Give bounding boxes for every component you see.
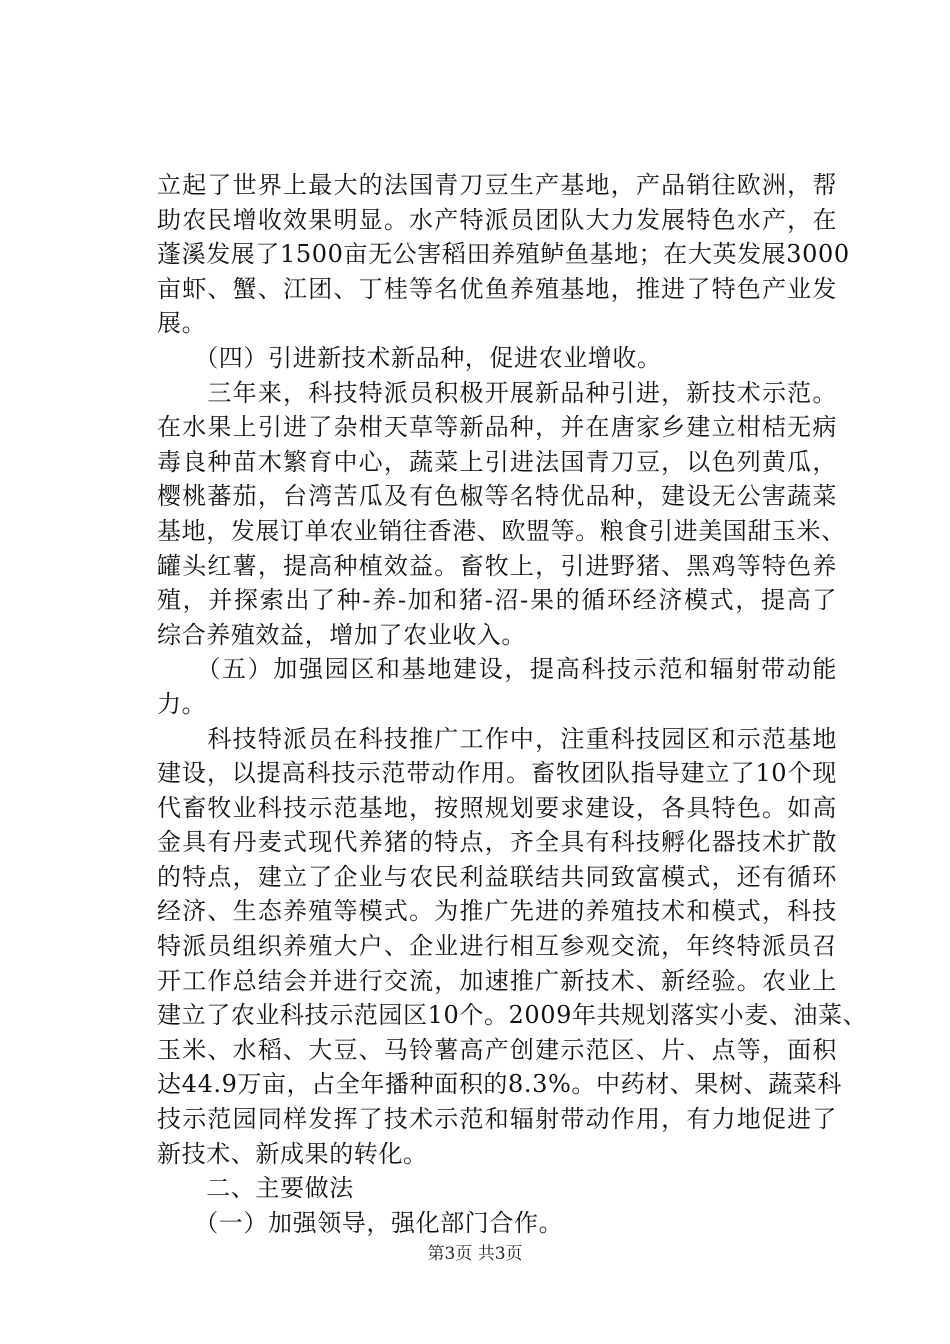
text-line: 亩虾、蟹、江团、丁桂等名优鱼养殖基地，推进了特色产业发	[157, 274, 837, 303]
text-line: 金具有丹麦式现代养猪的特点，齐全具有科技孵化器技术扩散	[157, 828, 837, 857]
text-line: 经济、生态养殖等模式。为推广先进的养殖技术和模式，科技	[157, 897, 837, 926]
text-line: （一）加强领导，强化部门合作。	[157, 1208, 564, 1237]
text-line: 基地，发展订单农业销往香港、欧盟等。粮食引进美国甜玉米、	[157, 516, 846, 545]
text-line: 综合养殖效益，增加了农业收入。	[157, 620, 526, 649]
text-line: 新技术、新成果的转化。	[157, 1139, 428, 1168]
text-line: 建设，以提高科技示范带动作用。畜牧团队指导建立了10个现	[157, 759, 837, 788]
text-line: 力。	[157, 689, 207, 718]
text-line: 助农民增收效果明显。水产特派员团队大力发展特色水产，在	[157, 205, 837, 234]
text-line: 罐头红薯，提高种植效益。畜牧上，引进野猪、黑鸡等特色养	[157, 551, 837, 580]
text-line: 毒良种苗木繁育中心，蔬菜上引进法国青刀豆，以色列黄瓜，	[157, 447, 837, 476]
text-line: 立起了世界上最大的法国青刀豆生产基地，产品销往欧洲，帮	[157, 171, 837, 199]
text-line: 二、主要做法	[157, 1174, 354, 1203]
text-line: 展。	[157, 309, 207, 338]
text-line: 达44.9万亩，占全年播种面积的8.3%。中药材、果树、蔬菜科	[157, 1070, 843, 1099]
body-text	[157, 168, 868, 1240]
text-line: 建立了农业科技示范园区10个。2009年共规划落实小麦、油菜、	[157, 1001, 868, 1030]
text-line: 特派员组织养殖大户、企业进行相互参观交流，年终特派员召	[157, 932, 837, 961]
page-footer: 第3页 共3页	[427, 1244, 523, 1264]
text-line: 技示范园同样发挥了技术示范和辐射带动作用，有力地促进了	[157, 1105, 837, 1134]
text-line: 在水果上引进了杂柑天草等新品种，并在唐家乡建立柑桔无病	[157, 413, 837, 442]
text-line: 科技特派员在科技推广工作中，注重科技园区和示范基地	[157, 724, 837, 753]
text-line: 代畜牧业科技示范基地，按照规划要求建设，各具特色。如高	[157, 793, 837, 822]
text-line: 的特点，建立了企业与农民利益联结共同致富模式，还有循环	[157, 862, 837, 891]
text-line: 玉米、水稻、大豆、马铃薯高产创建示范区、片、点等，面积	[157, 1035, 837, 1064]
text-line: （四）引进新技术新品种，促进农业增收。	[157, 343, 662, 372]
text-line: 樱桃蕃茄，台湾苦瓜及有色椒等名特优品种，建设无公害蔬菜	[157, 482, 837, 511]
text-line: 蓬溪发展了1500亩无公害稻田养殖鲈鱼基地；在大英发展3000	[157, 240, 850, 269]
text-line: （五）加强园区和基地建设，提高科技示范和辐射带动能	[157, 655, 837, 684]
text-line: 殖，并探索出了种-养-加和猪-沼-果的循环经济模式，提高了	[157, 586, 837, 615]
text-line: 开工作总结会并进行交流，加速推广新技术、新经验。农业上	[157, 966, 837, 995]
text-line: 三年来，科技特派员积极开展新品种引进，新技术示范。	[157, 378, 837, 407]
